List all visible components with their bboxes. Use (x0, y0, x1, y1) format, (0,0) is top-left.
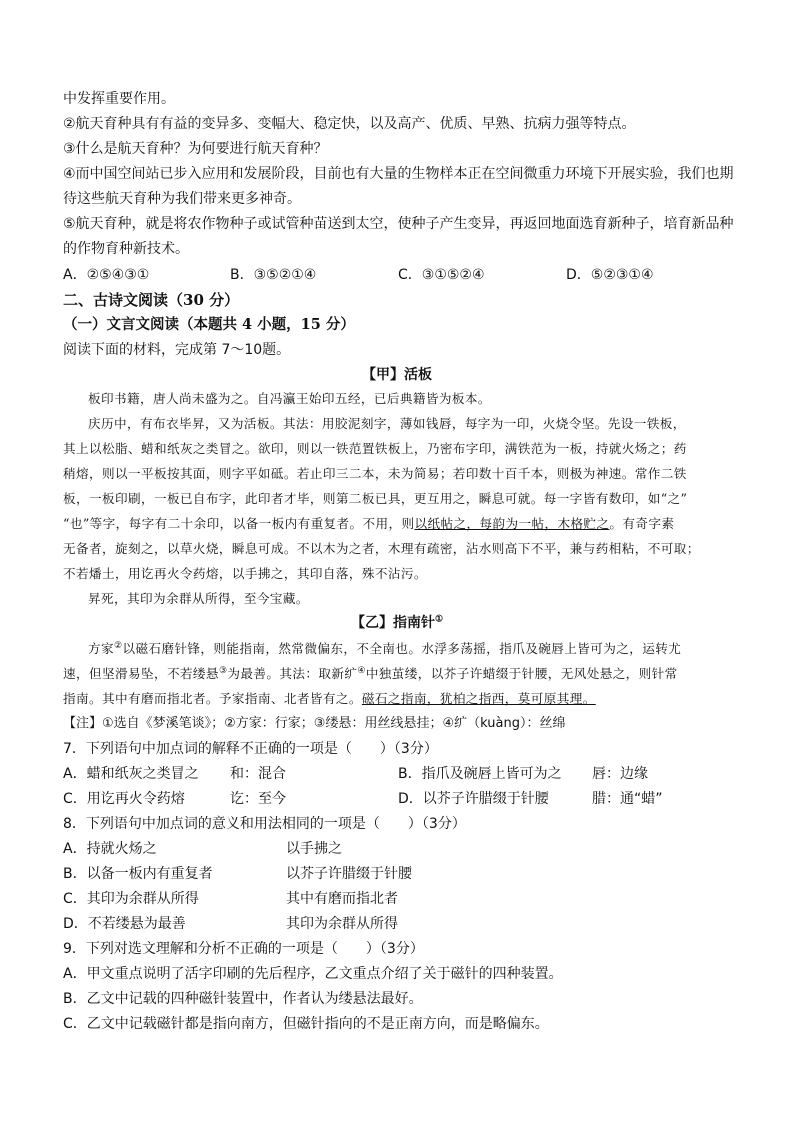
q6-option-a: A．②⑤④③① (63, 267, 150, 283)
text-span: 方家 (88, 641, 114, 656)
text-span: 。有奇字素 (609, 516, 675, 531)
underlined-sentence: 磁石之指南，犹柏之指西，莫可原其理。 (361, 691, 596, 706)
sentence-fragment: 中发挥重要作用。 (63, 91, 175, 107)
sentence-item-2: ②航天育种具有有益的变异多、变幅大、稳定快，以及高产、优质、早熟、抗病力强等特点。 (63, 116, 636, 132)
sentence-item-4-cont: 待这些航天育种为我们带来更多神奇。 (63, 191, 301, 207)
text-span: 中独茧缕，以芥子许蜡缀于针腰，无风处悬之，则针常 (365, 666, 678, 681)
q8-option-c-pair: 其中有磨而指北者 (286, 891, 398, 907)
subsection-heading: （一）文言文阅读（本题共 4 小题，15 分） (63, 316, 355, 333)
passage-a-para-2-line-1: 庆历中，有布衣毕昇，又为活板。其法：用胶泥刻字，薄如钱唇，每字为一印，火烧令坚。先设一铁板， (88, 416, 686, 431)
passage-b-line-2 (63, 664, 678, 684)
passage-a-para-1: 板印书籍，唐人尚未盛为之。自冯瀛王始印五经，已后典籍皆为板本。 (88, 391, 491, 406)
footnote-marker: ② (114, 640, 123, 651)
instruction: 阅读下面的材料，完成第 7～10题。 (63, 342, 291, 358)
q9-option-a: A．甲文重点说明了活字印刷的先后程序，乙文重点介绍了关于磁针的四种装置。 (63, 966, 563, 982)
text-span: “也”等字，每字有二十余印，以备一板内有重复者。不用，则 (63, 516, 415, 531)
passage-a-para-2-line-3: 稍熔，则以一平板按其面，则字平如砥。若止印三二本，未为简易；若印数十百千本，则极为神速。常作二铁 (63, 466, 687, 481)
text-span: 为最善。其法：取新纩 (227, 666, 358, 681)
footnote-marker: ④ (357, 665, 366, 676)
q7-option-d: D．以芥子许腊缀于针腰 (398, 791, 549, 807)
q8-option-c: C．其印为余群从所得 (63, 891, 199, 907)
footnotes: 【注】①选自《梦溪笔谈》；②方家：行家；③缕悬：用丝线悬挂；④纩（kuàng）：丝绵 (63, 716, 566, 731)
q9-stem: 9．下列对选文理解和分析不正确的一项是（ ）（3分） (63, 941, 424, 957)
sentence-item-3: ③什么是航天育种？为何要进行航天育种？ (63, 141, 328, 157)
passage-a-para-3: 昇死，其印为余群从所得，至今宝藏。 (88, 591, 309, 606)
passage-a-title: 【甲】活板 (362, 367, 432, 383)
q7-option-b: B．指爪及碗唇上皆可为之 (398, 766, 562, 782)
sentence-item-5-cont: 的作物育种新技术。 (63, 241, 189, 257)
q7-option-b-gloss: 唇：边缘 (592, 766, 648, 782)
q8-stem: 8．下列语句中加点词的意义和用法相同的一项是（ ）（3分） (63, 816, 466, 832)
q9-option-c: C．乙文中记载磁针都是指向南方，但磁针指向的不是正南方向，而是略偏东。 (63, 1016, 549, 1032)
q6-option-c: C．③①⑤②④ (398, 267, 485, 283)
underlined-sentence: 以纸帖之，每韵为一帖，木格贮之 (414, 516, 610, 531)
text-span: 速，但坚滑易坠，不若缕悬 (63, 666, 219, 681)
sentence-item-4: ④而中国空间站已步入应用和发展阶段，目前也有大量的生物样本正在空间微重力环境下开展实验，我们也期 (63, 166, 734, 182)
passage-b-line-1 (88, 639, 681, 659)
q6-option-b: B．③⑤②①④ (230, 267, 317, 283)
title-text: 【乙】指南针 (350, 615, 435, 631)
q8-option-a-pair: 以手拂之 (286, 841, 342, 857)
q7-option-c: C．用讫再火令药熔 (63, 791, 185, 807)
q8-option-b-pair: 以芥子许腊缀于针腰 (286, 866, 412, 882)
section-heading: 二、古诗文阅读（30 分） (63, 291, 240, 309)
footnote-marker: ① (434, 614, 444, 625)
footnote-marker: ③ (218, 665, 228, 676)
q7-option-c-gloss: 讫：至今 (230, 791, 286, 807)
passage-b-title (0, 613, 794, 633)
q8-option-a: A．持就火炀之 (63, 841, 157, 857)
passage-a-para-2-line-4: 板，一板印刷，一板已自布字，此印者才毕，则第二板已具，更互用之，瞬息可就。每一字皆有数印，如“之” (63, 491, 688, 506)
passage-a-para-2-line-6: 无备者，旋刻之，以草火烧，瞬息可成。不以木为之者，木理有疏密，沾水则高下不平，兼与药相粘，不可取； (63, 541, 700, 556)
passage-b-line-3 (63, 689, 596, 709)
q7-option-a-gloss: 和：混合 (230, 766, 286, 782)
passage-a-para-2-line-5 (63, 514, 674, 534)
passage-a-para-2-line-7: 不若燔土，用讫再火令药熔，以手拂之，其印自落，殊不沾污。 (63, 566, 427, 581)
q7-stem: 7．下列语句中加点词的解释不正确的一项是（ ）（3分） (63, 741, 438, 757)
q7-option-d-gloss: 腊：通“蜡” (592, 791, 663, 807)
q9-option-b: B．乙文中记载的四种磁针装置中，作者认为缕悬法最好。 (63, 991, 423, 1007)
text-span: 指南。其中有磨而指北者。予家指南、北者皆有之。 (63, 691, 362, 706)
q6-option-d: D．⑤②③①④ (566, 267, 654, 283)
text-span: 以磁石磨针锋，则能指南，然常微偏东，不全南也。水浮多荡摇，指爪及碗唇上皆可为之，运转尤 (122, 641, 682, 656)
passage-a-para-2-line-2: 其上以松脂、蜡和纸灰之类冒之。欲印，则以一铁范置铁板上，乃密布字印，满铁范为一板，持就火炀之；药 (63, 441, 687, 456)
q7-option-a: A．蜡和纸灰之类冒之 (63, 766, 199, 782)
q8-option-d-pair: 其印为余群从所得 (286, 916, 398, 932)
q8-option-b: B．以备一板内有重复者 (63, 866, 213, 882)
sentence-item-5: ⑤航天育种，就是将农作物种子或试管种苗送到太空，使种子产生变异，再返回地面选育新种子，培育新品种 (63, 216, 734, 232)
q8-option-d: D．不若缕悬为最善 (63, 916, 186, 932)
